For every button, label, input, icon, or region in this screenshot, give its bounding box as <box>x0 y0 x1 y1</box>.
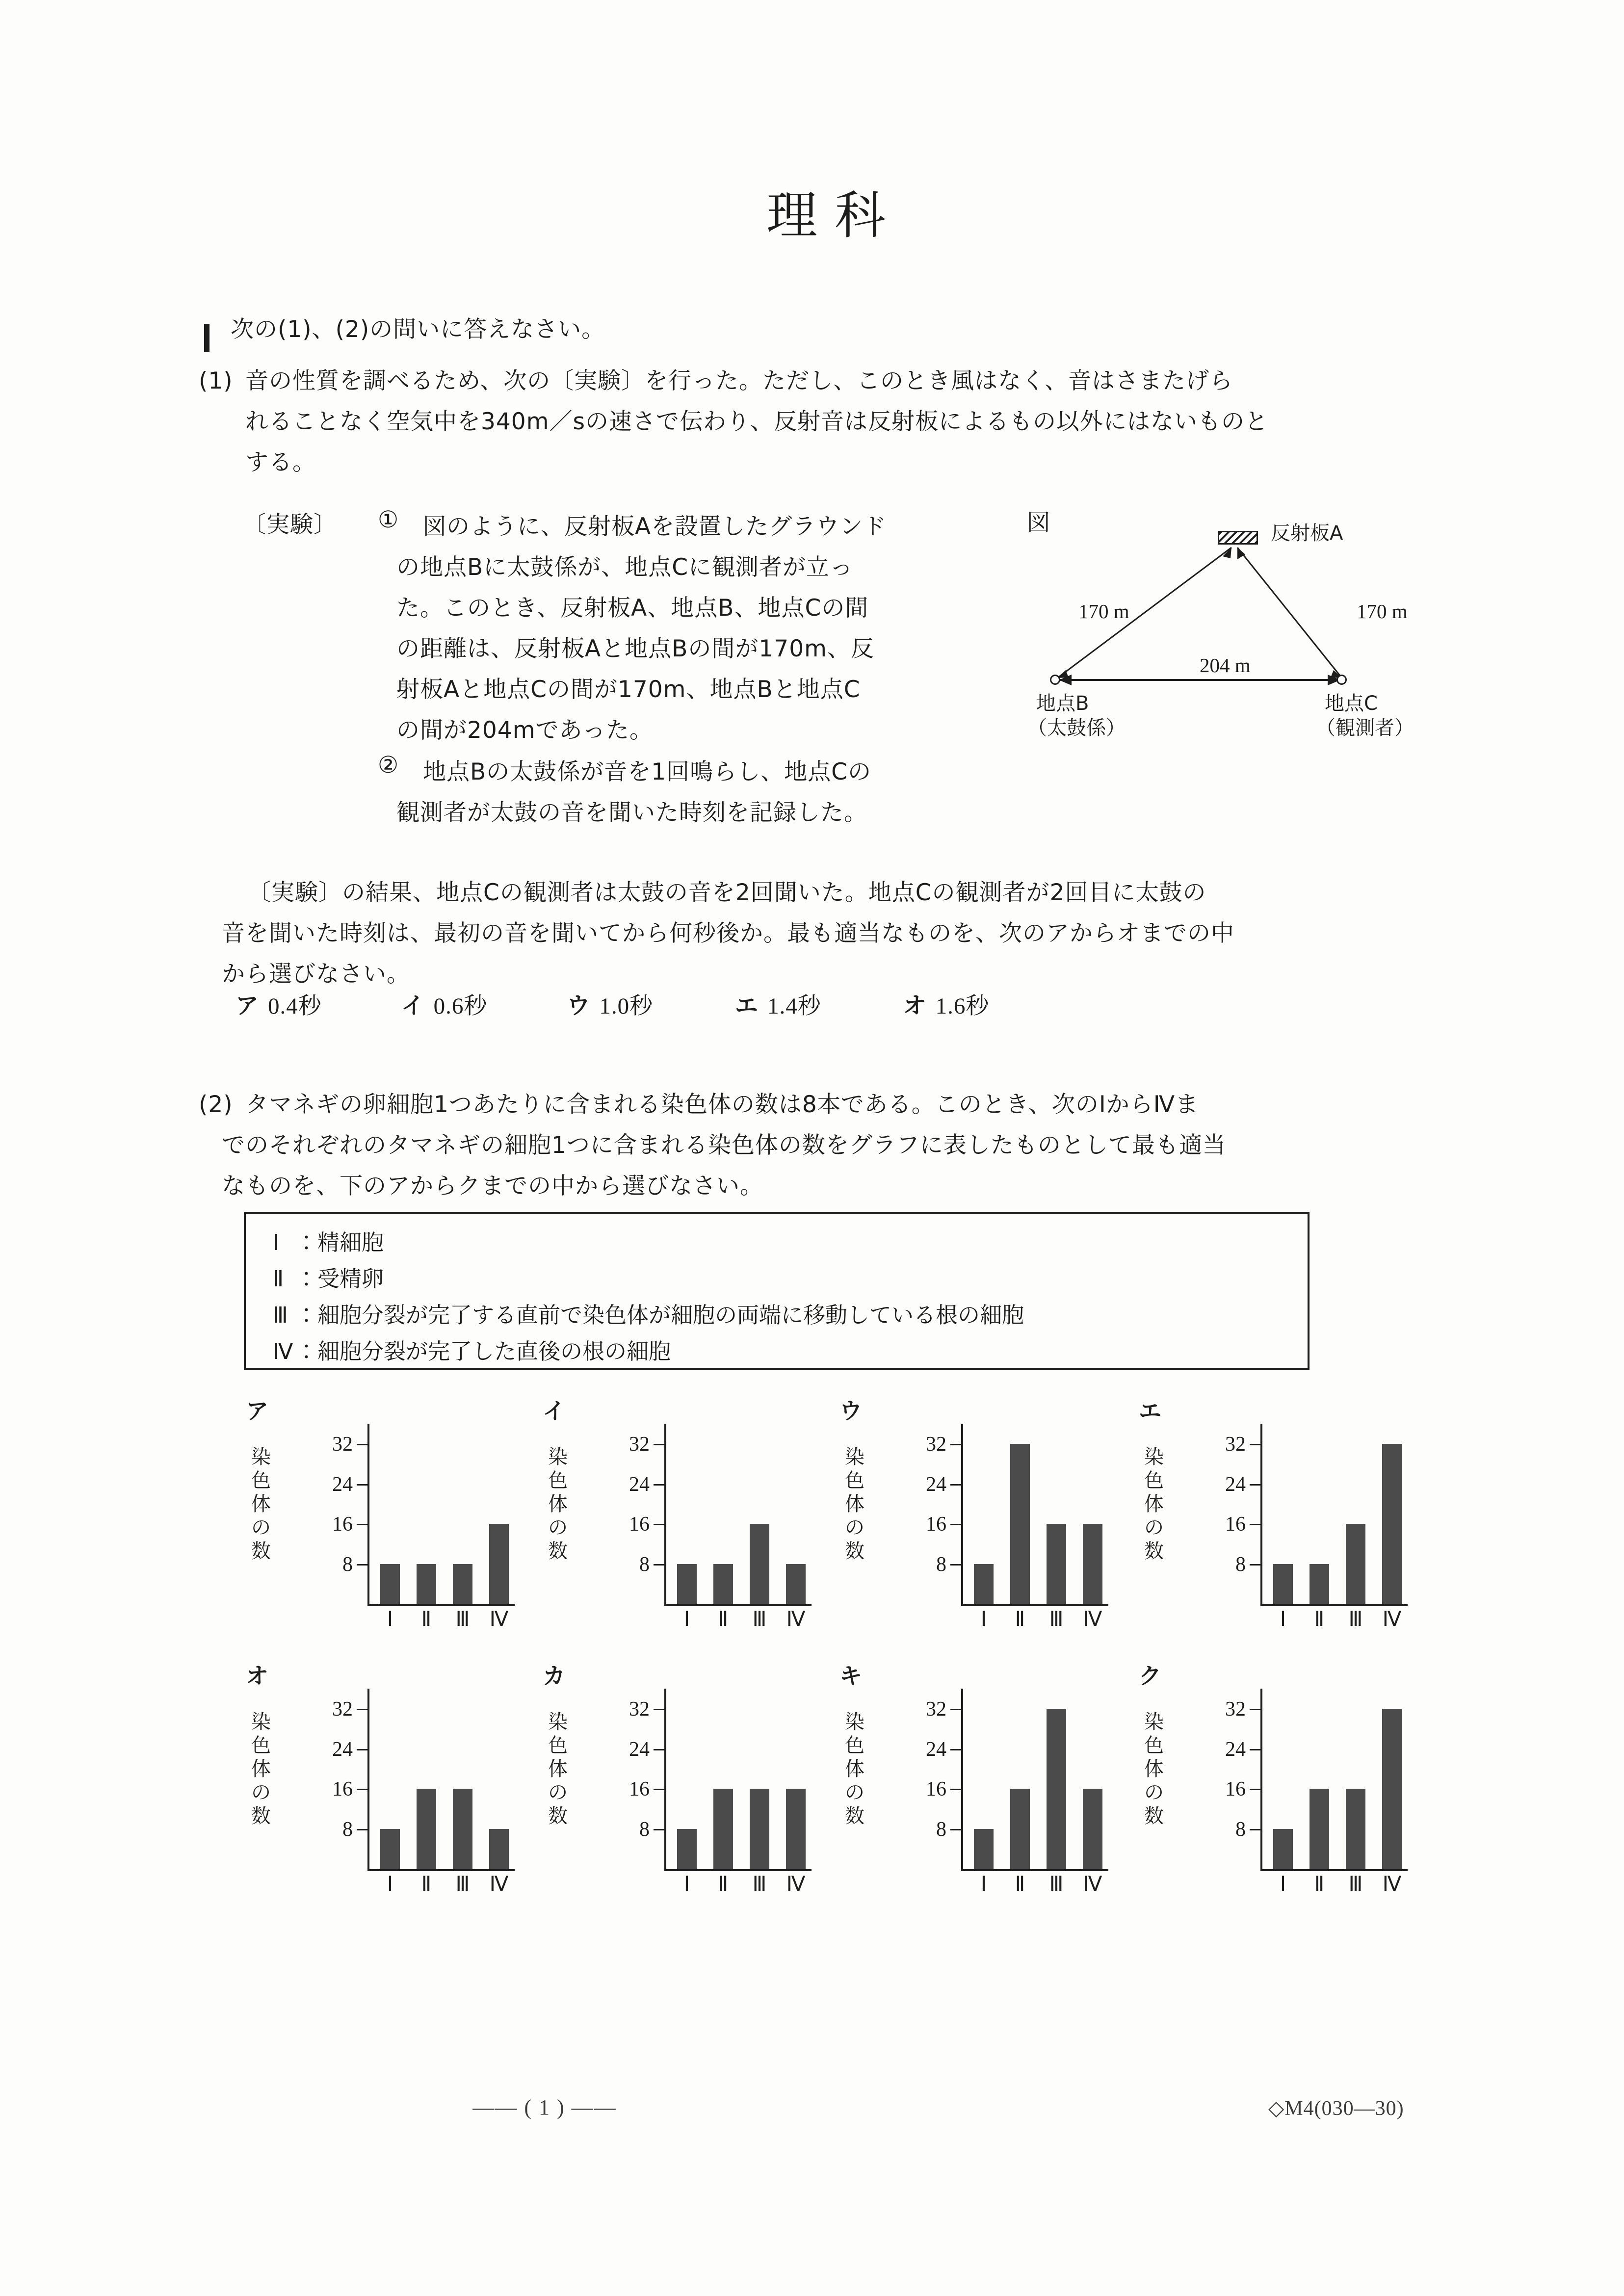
chart-y-tick-label: 8 <box>639 1818 650 1841</box>
chart-x-tick-label: Ⅱ <box>1314 1608 1325 1631</box>
box-item-2-roman: Ⅱ <box>273 1267 284 1291</box>
chart-x-tick-label: Ⅰ <box>683 1608 690 1631</box>
chart-y-tick <box>1250 1484 1261 1486</box>
chart-y-axis-title: 染 色 体 の 数 <box>1144 1446 1164 1563</box>
chart-key-letter: カ <box>543 1663 565 1689</box>
chart-y-tick-label: 32 <box>1225 1697 1246 1721</box>
result-line-2: から選びなさい。 <box>222 961 410 988</box>
chart-y-tick <box>1250 1564 1261 1565</box>
chart-bar <box>1382 1444 1402 1604</box>
chart-bar <box>786 1789 806 1869</box>
chart-bar <box>750 1524 769 1604</box>
chart-bar <box>974 1564 994 1604</box>
point-b-label: 地点B <box>1036 692 1089 715</box>
chart-y-tick <box>357 1444 368 1445</box>
chart-y-tick <box>950 1829 962 1830</box>
box-item-4-sep: ： <box>295 1338 318 1364</box>
right-side-length-label: 170 m <box>1357 600 1408 623</box>
box-item-4 <box>273 1333 671 1365</box>
part2-line-1: でのそれぞれのタマネギの細胞1つに含まれる染色体の数をグラフに表したものとして最も適当 <box>222 1132 1226 1159</box>
chart-bars <box>1262 1424 1408 1604</box>
chart-bar <box>1346 1789 1365 1869</box>
choice-o[interactable] <box>903 988 990 1020</box>
chart-y-axis-title: 染 色 体 の 数 <box>845 1711 864 1827</box>
point-c-label: 地点C <box>1325 692 1378 715</box>
choice-e-key: エ <box>734 992 759 1019</box>
experiment-step-2-number: ② <box>378 752 399 779</box>
chart-y-tick <box>654 1524 665 1525</box>
chart-plot-area <box>915 1689 1109 1896</box>
chart-x-tick-label: Ⅳ <box>786 1873 806 1896</box>
part2-line-0: タマネギの卵細胞1つあたりに含まれる染色体の数は8本である。このとき、次のⅠからⅣま <box>245 1091 1199 1118</box>
chart-plot-area <box>321 1689 516 1896</box>
chart-option-ki[interactable] <box>837 1658 1111 1913</box>
chart-y-tick-label: 16 <box>1225 1513 1246 1536</box>
choice-e-value: 1.4秒 <box>767 993 821 1019</box>
chart-x-tick-label: Ⅳ <box>1083 1873 1102 1896</box>
chart-bar <box>1310 1564 1329 1604</box>
chart-option-u[interactable] <box>837 1393 1111 1648</box>
question-lead-text: 次の(1)、(2)の問いに答えなさい。 <box>231 316 605 343</box>
chart-y-tick-label: 16 <box>1225 1778 1246 1801</box>
footer-form-code: ◇M4(030—30) <box>1268 2097 1404 2120</box>
chart-bars <box>963 1424 1108 1604</box>
box-item-4-text: 細胞分裂が完了した直後の根の細胞 <box>317 1338 671 1364</box>
experiment-step-2-line-1: 観測者が太鼓の音を聞いた時刻を記録した。 <box>396 799 867 826</box>
chart-bar <box>786 1564 806 1604</box>
choice-a[interactable] <box>236 988 322 1020</box>
part1-line-0: 音の性質を調べるため、次の〔実験〕を行った。ただし、このとき風はなく、音はさまたげら <box>245 367 1233 394</box>
chart-bar <box>1047 1524 1066 1604</box>
chart-bar <box>677 1829 697 1869</box>
experiment-step-1-line-0: 図のように、反射板Aを設置したグラウンド <box>423 513 887 540</box>
choice-u[interactable] <box>567 988 653 1020</box>
chart-y-tick <box>1250 1524 1261 1525</box>
chart-key-letter: ウ <box>839 1398 862 1424</box>
chart-y-tick <box>357 1829 368 1830</box>
chart-bar <box>489 1524 509 1604</box>
chart-bar <box>1273 1829 1293 1869</box>
chart-bar <box>417 1564 436 1604</box>
chart-x-axis-line <box>664 1604 812 1606</box>
chart-bar <box>974 1829 994 1869</box>
chart-key-letter: ク <box>1139 1663 1161 1689</box>
chart-y-axis-title: 染 色 体 の 数 <box>845 1446 864 1563</box>
chart-y-tick <box>357 1749 368 1750</box>
chart-y-axis-title: 染 色 体 の 数 <box>548 1446 568 1563</box>
chart-plot-area <box>1214 1689 1409 1896</box>
chart-y-tick-label: 16 <box>926 1778 946 1801</box>
point-c-role-label: （観測者） <box>1316 717 1414 739</box>
chart-x-tick-label: Ⅳ <box>786 1608 806 1631</box>
chart-option-o[interactable] <box>243 1658 518 1913</box>
chart-y-tick <box>950 1564 962 1565</box>
chart-y-tick <box>357 1564 368 1565</box>
chart-bar <box>453 1789 472 1869</box>
chart-x-tick-label: Ⅳ <box>1382 1873 1402 1896</box>
reflector-plate-icon <box>1218 531 1258 545</box>
chart-bar <box>1310 1789 1329 1869</box>
part1-line-2: する。 <box>245 449 316 476</box>
chart-x-tick-label: Ⅱ <box>421 1608 432 1631</box>
chart-y-tick-label: 8 <box>342 1818 353 1841</box>
box-item-1 <box>273 1225 384 1256</box>
chart-x-tick-label: Ⅲ <box>1348 1873 1363 1896</box>
base-length-label: 204 m <box>1200 654 1251 677</box>
chart-y-tick-label: 24 <box>629 1473 650 1496</box>
chart-x-tick-label: Ⅱ <box>421 1873 432 1896</box>
chart-bar <box>1010 1444 1030 1604</box>
chart-y-tick-label: 8 <box>1235 1553 1246 1576</box>
chart-y-tick <box>1250 1444 1261 1445</box>
chart-x-tick-label: Ⅱ <box>718 1608 729 1631</box>
reflector-label: 反射板A <box>1271 522 1343 545</box>
part1-marker: (1) <box>199 367 233 394</box>
chart-y-tick <box>654 1749 665 1750</box>
chart-y-tick <box>950 1484 962 1486</box>
chart-x-tick-label: Ⅰ <box>683 1873 690 1896</box>
chart-y-tick-label: 8 <box>936 1818 946 1841</box>
chart-x-axis-line <box>664 1869 812 1871</box>
result-line-1: 音を聞いた時刻は、最初の音を聞いてから何秒後か。最も適当なものを、次のアからオまでの中 <box>222 920 1234 947</box>
chart-bar <box>1273 1564 1293 1604</box>
chart-bar <box>1382 1709 1402 1869</box>
point-b-dot <box>1050 675 1060 685</box>
choice-e[interactable] <box>735 988 821 1020</box>
chart-y-tick-label: 8 <box>1235 1818 1246 1841</box>
chart-y-tick-label: 24 <box>1225 1473 1246 1496</box>
experiment-step-1-line-5: の間が204mであった。 <box>396 717 654 744</box>
chart-x-tick-label: Ⅲ <box>752 1873 767 1896</box>
chart-bars <box>369 1689 515 1869</box>
chart-bar <box>677 1564 697 1604</box>
chart-y-tick <box>950 1524 962 1525</box>
chart-x-axis-line <box>1260 1604 1408 1606</box>
chart-plot-area <box>915 1424 1109 1631</box>
chart-y-tick-label: 8 <box>342 1553 353 1576</box>
chart-y-tick <box>950 1709 962 1710</box>
box-item-1-roman: Ⅰ <box>273 1230 280 1255</box>
chart-key-letter: オ <box>246 1663 268 1689</box>
chart-bar <box>713 1564 733 1604</box>
chart-x-tick-label: Ⅱ <box>1314 1873 1325 1896</box>
chart-bar <box>713 1789 733 1869</box>
chart-y-tick-label: 16 <box>629 1778 650 1801</box>
chart-bar <box>1346 1524 1365 1604</box>
chart-y-tick-label: 16 <box>332 1513 353 1536</box>
chart-bar <box>453 1564 472 1604</box>
choice-i-key: イ <box>401 992 425 1019</box>
chart-x-tick-label: Ⅰ <box>387 1608 393 1631</box>
chart-y-tick-label: 8 <box>936 1553 946 1576</box>
box-item-1-sep: ： <box>295 1229 318 1255</box>
chart-y-tick <box>950 1789 962 1790</box>
box-item-1-text: 精細胞 <box>317 1229 384 1255</box>
chart-y-tick <box>357 1709 368 1710</box>
choice-u-value: 1.0秒 <box>599 993 654 1019</box>
box-item-2-text: 受精卵 <box>317 1266 384 1292</box>
chart-bar <box>417 1789 436 1869</box>
experiment-step-2-line-0: 地点Bの太鼓係が音を1回鳴らし、地点Cの <box>423 758 871 785</box>
chart-bar <box>489 1829 509 1869</box>
chart-y-tick <box>1250 1709 1261 1710</box>
chart-y-tick <box>654 1484 665 1486</box>
cell-type-list-box <box>244 1212 1310 1370</box>
chart-option-e[interactable] <box>1136 1393 1411 1648</box>
point-b-role-label: （太鼓係） <box>1027 717 1126 739</box>
choice-u-key: ウ <box>567 992 591 1019</box>
box-item-4-roman: Ⅳ <box>273 1339 293 1364</box>
chart-bar <box>1010 1789 1030 1869</box>
chart-x-tick-label: Ⅳ <box>489 1873 509 1896</box>
chart-x-tick-label: Ⅰ <box>1280 1873 1286 1896</box>
chart-bars <box>666 1689 812 1869</box>
chart-bars <box>369 1424 515 1604</box>
chart-y-axis-title: 染 色 体 の 数 <box>251 1446 271 1563</box>
chart-bar <box>380 1829 400 1869</box>
chart-x-tick-label: Ⅲ <box>752 1608 767 1631</box>
chart-plot-area <box>618 1424 812 1631</box>
chart-bar <box>1083 1524 1102 1604</box>
chart-x-tick-label: Ⅰ <box>387 1873 393 1896</box>
chart-bars <box>1262 1689 1408 1869</box>
result-line-0: 〔実験〕の結果、地点Cの観測者は太鼓の音を2回聞いた。地点Cの観測者が2回目に太鼓の <box>248 879 1206 906</box>
chart-y-tick <box>654 1789 665 1790</box>
chart-x-tick-label: Ⅲ <box>1348 1608 1363 1631</box>
chart-option-i[interactable] <box>540 1393 814 1648</box>
experiment-step-1-line-3: の距離は、反射板Aと地点Bの間が170m、反 <box>396 635 874 662</box>
chart-key-letter: イ <box>543 1398 565 1424</box>
chart-x-tick-label: Ⅲ <box>455 1608 470 1631</box>
experiment-label: 〔実験〕 <box>243 511 337 538</box>
point-c-dot <box>1336 675 1347 685</box>
box-item-2-sep: ： <box>295 1266 318 1292</box>
chart-y-axis-title: 染 色 体 の 数 <box>251 1711 271 1827</box>
chart-plot-area <box>1214 1424 1409 1631</box>
chart-y-tick-label: 32 <box>1225 1433 1246 1456</box>
box-item-3 <box>273 1297 1024 1329</box>
box-item-3-sep: ： <box>295 1302 318 1328</box>
chart-bars <box>963 1689 1108 1869</box>
chart-y-tick-label: 32 <box>629 1433 650 1456</box>
chart-y-tick-label: 32 <box>629 1697 650 1721</box>
chart-x-tick-label: Ⅲ <box>1049 1608 1064 1631</box>
chart-key-letter: エ <box>1139 1398 1161 1424</box>
experiment-step-1-line-1: の地点Bに太鼓係が、地点Cに観測者が立っ <box>396 554 854 581</box>
choice-i[interactable] <box>401 988 488 1020</box>
chart-x-axis-line <box>367 1869 515 1871</box>
chart-bar <box>1083 1789 1102 1869</box>
box-item-2 <box>273 1261 384 1293</box>
chart-y-tick-label: 16 <box>629 1513 650 1536</box>
chart-y-tick <box>654 1564 665 1565</box>
chart-x-tick-label: Ⅳ <box>1382 1608 1402 1631</box>
chart-x-tick-label: Ⅲ <box>455 1873 470 1896</box>
chart-x-axis-line <box>961 1604 1108 1606</box>
chart-key-letter: ア <box>246 1398 268 1424</box>
chart-x-axis-line <box>367 1604 515 1606</box>
choice-a-value: 0.4秒 <box>268 993 322 1019</box>
chart-y-tick-label: 8 <box>639 1553 650 1576</box>
chart-y-tick-label: 24 <box>629 1738 650 1761</box>
chart-option-ka[interactable] <box>540 1658 814 1913</box>
page-title: 理 科 <box>766 185 887 245</box>
chart-y-tick <box>654 1829 665 1830</box>
chart-y-axis-title: 染 色 体 の 数 <box>548 1711 568 1827</box>
figure-caption-label: 図 <box>1027 509 1050 536</box>
chart-y-tick-label: 24 <box>332 1473 353 1496</box>
chart-x-tick-label: Ⅱ <box>718 1873 729 1896</box>
chart-y-tick-label: 16 <box>332 1778 353 1801</box>
question-number-bar <box>204 324 210 352</box>
chart-y-tick-label: 24 <box>332 1738 353 1761</box>
chart-option-ku[interactable] <box>1136 1658 1411 1913</box>
part2-line-2: なものを、下のアからクまでの中から選びなさい。 <box>222 1173 763 1200</box>
chart-bars <box>666 1424 812 1604</box>
chart-x-tick-label: Ⅳ <box>1083 1608 1102 1631</box>
chart-y-tick-label: 16 <box>926 1513 946 1536</box>
experiment-step-1-line-4: 射板Aと地点Cの間が170m、地点Bと地点C <box>396 676 861 703</box>
chart-y-tick <box>654 1709 665 1710</box>
chart-y-tick <box>654 1444 665 1445</box>
chart-y-tick <box>1250 1789 1261 1790</box>
chart-y-tick-label: 24 <box>1225 1738 1246 1761</box>
choice-i-value: 0.6秒 <box>433 993 488 1019</box>
chart-y-tick-label: 24 <box>926 1738 946 1761</box>
chart-y-tick <box>950 1749 962 1750</box>
chart-y-tick <box>357 1789 368 1790</box>
chart-x-tick-label: Ⅰ <box>980 1608 987 1631</box>
chart-y-tick-label: 32 <box>332 1697 353 1721</box>
chart-x-tick-label: Ⅳ <box>489 1608 509 1631</box>
chart-x-tick-label: Ⅲ <box>1049 1873 1064 1896</box>
chart-y-tick <box>950 1444 962 1445</box>
box-item-3-roman: Ⅲ <box>273 1303 288 1328</box>
answer-choices-row <box>236 988 989 1020</box>
choice-o-key: オ <box>903 992 927 1019</box>
chart-y-tick-label: 32 <box>926 1433 946 1456</box>
footer-page-number: —— ( 1 ) —— <box>472 2095 617 2119</box>
chart-option-a[interactable] <box>243 1393 518 1648</box>
chart-y-tick <box>357 1484 368 1486</box>
chart-y-tick <box>1250 1749 1261 1750</box>
chart-x-tick-label: Ⅱ <box>1015 1873 1025 1896</box>
chart-y-tick <box>357 1524 368 1525</box>
chart-y-tick-label: 24 <box>926 1473 946 1496</box>
choice-a-key: ア <box>236 992 259 1019</box>
chart-y-axis-title: 染 色 体 の 数 <box>1144 1711 1164 1827</box>
part2-marker: (2) <box>199 1091 233 1118</box>
chart-bar <box>1047 1709 1066 1869</box>
chart-y-tick <box>1250 1829 1261 1830</box>
left-side-length-label: 170 m <box>1078 600 1129 623</box>
chart-x-tick-label: Ⅱ <box>1015 1608 1025 1631</box>
chart-plot-area <box>321 1424 516 1631</box>
chart-x-tick-label: Ⅰ <box>1280 1608 1286 1631</box>
chart-x-axis-line <box>1260 1869 1408 1871</box>
box-item-3-text: 細胞分裂が完了する直前で染色体が細胞の両端に移動している根の細胞 <box>317 1302 1024 1328</box>
chart-key-letter: キ <box>839 1663 862 1689</box>
chart-bar <box>750 1789 769 1869</box>
chart-y-tick-label: 32 <box>926 1697 946 1721</box>
choice-o-value: 1.6秒 <box>935 993 990 1019</box>
chart-plot-area <box>618 1689 812 1896</box>
experiment-step-1-number: ① <box>378 506 399 533</box>
experiment-step-1-line-2: た。このとき、反射板A、地点B、地点Cの間 <box>396 595 869 622</box>
chart-x-tick-label: Ⅰ <box>980 1873 987 1896</box>
chart-bar <box>380 1564 400 1604</box>
part1-line-1: れることなく空気中を340m／sの速さで伝わり、反射音は反射板によるもの以外にはないものと <box>245 408 1268 435</box>
chart-x-axis-line <box>961 1869 1108 1871</box>
chart-y-tick-label: 32 <box>332 1433 353 1456</box>
